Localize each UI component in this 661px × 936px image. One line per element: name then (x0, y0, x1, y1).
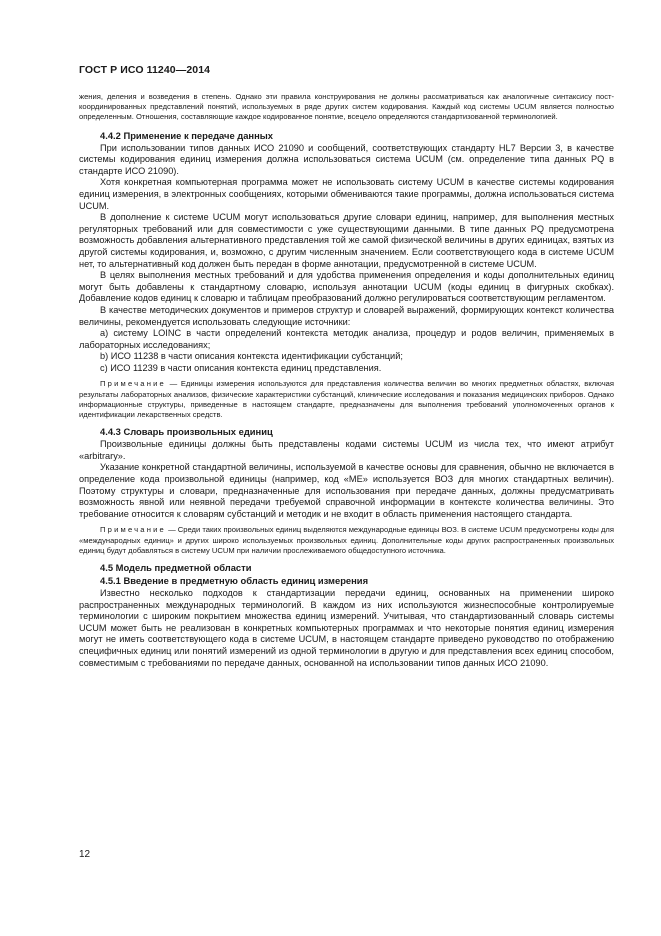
list-item: c) ИСО 11239 в части описания контекста единиц представления. (100, 362, 382, 373)
note-paragraph (79, 379, 614, 420)
document-code-header: ГОСТ Р ИСО 11240—2014 (79, 64, 211, 76)
note-label: Примечание (100, 525, 166, 535)
note-text: — Единицы измерения используются для представления количества величин во многих предметных областях, включая результаты лабораторных анализов, физические характеристики субстанций, клинические исследования и показания медицинских приборов. Однако информационные структуры, приведенные в настоящем стандарте, предназначены для выполнения требований уполномоченных органов к идентификации лекарственных средств. (79, 379, 614, 420)
intro-paragraph: жения, деления и возведения в степень. Однако эти правила конструирования не должны рассматриваться как аналогичные синтаксису пост-координированных представлений понятий, используемых в ряде других систем кодирования. Каждый код системы UCUM является полностью определенным. Отношения, составляющие каждое кодированное понятие, всецело определяются стандартизованной терминологией. (79, 92, 614, 122)
paragraph: Хотя конкретная компьютерная программа может не использовать систему UCUM в качестве системы кодирования единиц измерения, в электронных сообщениях, которыми обмениваются такие программы, должна использоваться система UCUM. (79, 177, 614, 211)
document-page (79, 64, 614, 669)
section-4-4-3-heading: 4.4.3 Словарь произвольных единиц (100, 426, 273, 438)
paragraph: Известно несколько подходов к стандартизации передачи единиц, основанных на применении широко распространенных международных терминологий. В каждом из них используются жизнеспособные контролируемые терминологии с широким покрытием множества единиц измерений. Учитывая, что стандартизованный словарь системы UCUM может быть не реализован в конкретных компьютерных программах и что некоторые понятия единиц измерения могут не иметь соответствующего кода в системе UCUM, в настоящем стандарте приведено руководство по отображению специфичных единиц или понятий измерений из одной терминологии в другую и для представления всех единиц способом, совместимым с требованиями по передаче данных, основанной на использовании типов данных ИСО 21090. (79, 588, 614, 668)
section-4-5-heading: 4.5 Модель предметной области (100, 562, 252, 574)
paragraph: В качестве методических документов и примеров структур и словарей выражений, формирующих контекст количества величины, рекомендуется использовать следующие источники: (79, 304, 614, 327)
paragraph: В целях выполнения местных требований и для удобства применения определения и коды дополнительных единиц могут быть добавлены к стандартному словарю, используя аннотации UCUM (коды единиц в фигурных скобках). Добавление кодов единиц к словарю и таблицам преобразований должно регулироваться соответствующим регламентом. (79, 270, 614, 304)
paragraph: Указание конкретной стандартной величины, используемой в качестве основы для сравнения, обычно не включается в определение кода произвольной единицы (например, код «МЕ» используется ВОЗ для многих стандартных величин). Поэтому структуры и словари, предназначенные для использования при передаче данных, должны предусматривать возможность явной или неявной передачи требуемой справочной информации в контексте количества величины. Это требование относится к словарям субстанций и методик и не входит в область применения настоящего стандарта. (79, 462, 614, 519)
paragraph: При использовании типов данных ИСО 21090 и сообщений, соответствующих стандарту HL7 Версии 3, в качестве системы кодирования единиц измерения должна использоваться система UCUM (см. определение типа данных PQ в стандарте ИСО 21090). (79, 142, 614, 176)
list-item: b) ИСО 11238 в части описания контекста идентификации субстанций; (100, 351, 403, 362)
note-text: — Среди таких произвольных единиц выделяются международные единицы ВОЗ. В системе UCUM предусмотрены коды для «международных единиц» и других широко используемых произвольных единиц. Дополнительные коды других распространенных произвольных единиц будут добавляться в систему UCUM при наличии прослеживаемого общедоступного источника. (79, 525, 614, 555)
section-4-4-2-heading: 4.4.2 Применение к передаче данных (100, 129, 273, 141)
paragraph: В дополнение к системе UCUM могут использоваться другие словари единиц, например, для выполнения местных регуляторных требований или для совместимости с уже существующими данными. В типе данных PQ предусмотрена возможность добавления альтернативного представления той же самой физической величины в других единицах, взятых из другой системы кодирования, и, возможно, с другим численным значением. Если соответствующего кода в системе UCUM нет, то альтернативный код должен быть передан в форме аннотации, предусмотренной в системе UCUM. (79, 212, 614, 269)
list-item: а) систему LOINC в части определений контекста методик анализа, процедур и родов величин, применяемых в лабораторных исследованиях; (79, 328, 614, 350)
note-label: Примечание (100, 379, 166, 389)
paragraph: Произвольные единицы должны быть представлены кодами системы UCUM из числа тех, что имеют атрибут «arbitrary». (79, 439, 614, 461)
page-number: 12 (79, 849, 91, 860)
note-paragraph (79, 525, 614, 556)
section-4-5-1-heading: 4.5.1 Введение в предметную область единиц измерения (100, 575, 369, 587)
